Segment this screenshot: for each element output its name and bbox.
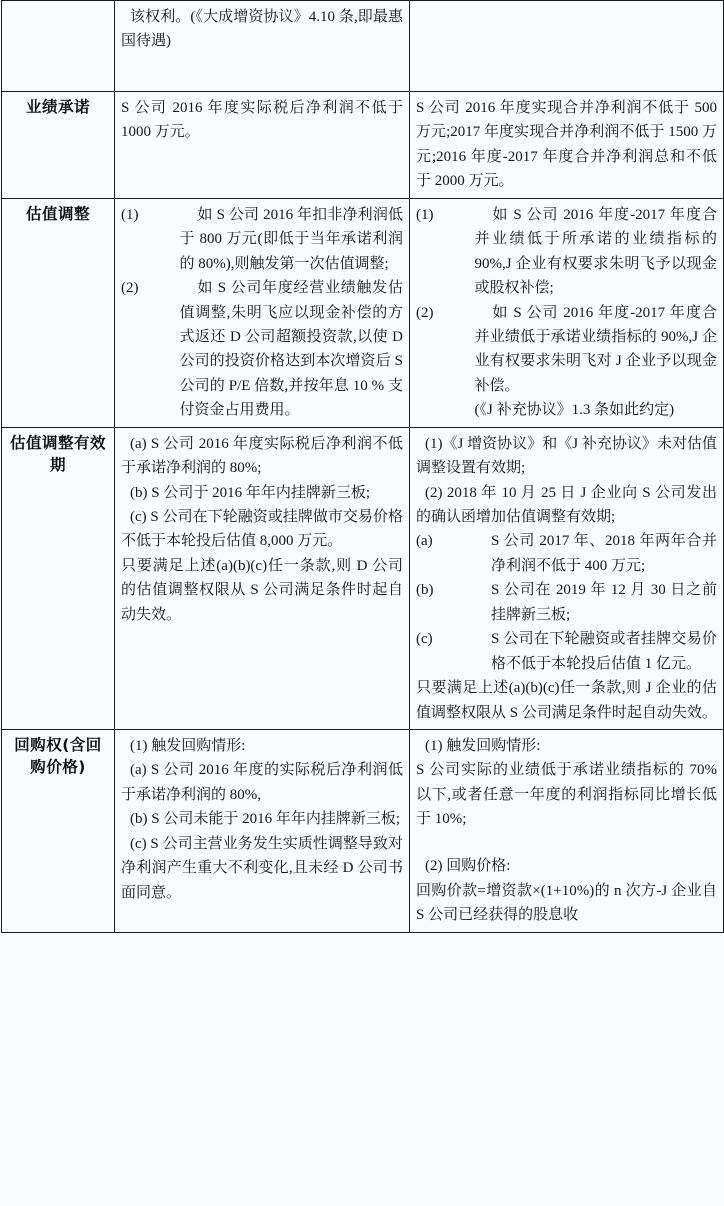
row-right-cell-3 [410,427,724,729]
item-text: (《J 补充协议》1.3 条如此约定) [474,402,675,419]
table-row [2,198,724,427]
row-left-cell-0 [115,1,410,92]
paragraph: S 公司 2016 年度实现合并净利润不低于 500 万元;2017 年度实现合并净利润不低于 1500 万元;2016 年度-2017 年度合并净利润总和不低于 2000 万元。 [416,100,717,190]
paragraph: 该权利。(《大成增资协议》4.10 条,即最惠国待遇) [121,9,403,50]
paragraph: (2) 2018 年 10 月 25 日 J 企业向 S 公司发出的确认函增加估值调整有效期; [416,484,717,525]
table-row [2,92,724,199]
paragraph: (2) 回购价格: [425,858,511,875]
numbered-item [121,203,403,276]
paragraph: (1)《J 增资协议》和《J 补充协议》未对估值调整设置有效期; [416,435,717,477]
row-label-cell-0 [2,1,115,92]
comparison-table [1,0,724,933]
table-row [2,1,724,92]
numbered-item [416,301,717,399]
row-label-cell-1: 业绩承诺 [2,92,115,199]
row-left-cell-2 [115,198,410,427]
item-marker: (1) [121,206,139,223]
paragraph: (b) S 公司于 2016 年年内挂牌新三板; [130,484,371,501]
paragraph: 只要满足上述(a)(b)(c)任一条款,则 J 企业的估值调整权限从 S 公司满足条件时起自动失效。 [416,680,717,721]
item-marker: (2) [416,304,434,321]
table-row [2,729,724,932]
item-text: S 公司在下轮融资或者挂牌交易价格不低于本轮投后估值 1 亿元。 [491,631,717,672]
table-row [2,427,724,729]
paragraph: (c) S 公司主营业务发生实质性调整导致对净利润产生重大不利变化,且未经 D 公司书面同意。 [121,835,403,901]
numbered-item [416,578,717,627]
row-left-cell-1 [115,92,410,199]
row-label-cell-2: 估值调整 [2,198,115,427]
item-text: 如 S 公司 2016 年度-2017 年度合并业绩低于承诺业绩指标的 90%,J 企业有权要求朱明飞对 J 企业予以现金补偿。 [474,304,717,394]
numbered-item [416,529,717,578]
row-label-cell-4: 回购权(含回购价格) [2,729,115,932]
row-right-cell-4 [410,729,724,932]
paragraph: (b) S 公司未能于 2016 年年内挂牌新三板; [130,811,401,828]
paragraph: (c) S 公司在下轮融资或挂牌做市交易价格不低于本轮投后估值 8,000 万元。 [121,509,403,550]
row-label-cell-3: 估值调整有效期 [2,427,115,729]
paragraph: 回购价款=增资款×(1+10%)的 n 次方-J 企业自 S 公司已经获得的股息收 [416,882,717,924]
numbered-item [416,627,717,676]
paragraph: (a) S 公司 2016 年度实际税后净利润不低于承诺净利润的 80%; [121,435,403,477]
item-text: 如 S 公司年度经营业绩触发估值调整,朱明飞应以现金补偿的方式返还 D 公司超额投资款,以使 D 公司的投资价格达到本次增资后 S 公司的 P/E 倍数,并按年息 10 % 支付资金占用费用。 [179,280,403,419]
row-left-cell-4 [115,729,410,932]
numbered-item-trailing [416,398,717,422]
numbered-item [121,276,403,423]
row-left-cell-3 [115,427,410,729]
item-text: S 公司 2017 年、2018 年两年合并净利润不低于 400 万元; [491,533,717,574]
item-marker: (c) [416,631,433,648]
item-marker: (b) [416,582,434,599]
item-text: S 公司在 2019 年 12 月 30 日之前挂牌新三板; [491,582,717,623]
paragraph: 只要满足上述(a)(b)(c)任一条款,则 D 公司的估值调整权限从 S 公司满足条件时起自动失效。 [121,557,403,623]
numbered-item [416,203,717,301]
item-marker: (a) [416,533,433,550]
item-marker: (1) [416,206,434,223]
item-text: 如 S 公司 2016 年度-2017 年度合并业绩低于所承诺的业绩指标的 90%,J 企业有权要求朱明飞予以现金或股权补偿; [474,206,717,297]
item-marker: (2) [121,280,139,297]
paragraph: (a) S 公司 2016 年度的实际税后净利润低于承诺净利润的 80%, [121,762,403,803]
row-right-cell-1 [410,92,724,199]
paragraph: (1) 触发回购情形: [130,737,246,754]
item-text: 如 S 公司 2016 年扣非净利润低于 800 万元(即低于当年承诺利润的 80%),则触发第一次估值调整; [179,206,403,272]
paragraph: S 公司实际的业绩低于承诺业绩指标的 70% 以下,或者任意一年度的利润指标同比增长低于 10%; [416,762,717,828]
paragraph-spacer [416,832,717,855]
paragraph: S 公司 2016 年度实际税后净利润不低于 1000 万元。 [121,100,403,141]
row-right-cell-0 [410,1,724,92]
row-right-cell-2 [410,198,724,427]
paragraph: (1) 触发回购情形: [425,737,541,754]
